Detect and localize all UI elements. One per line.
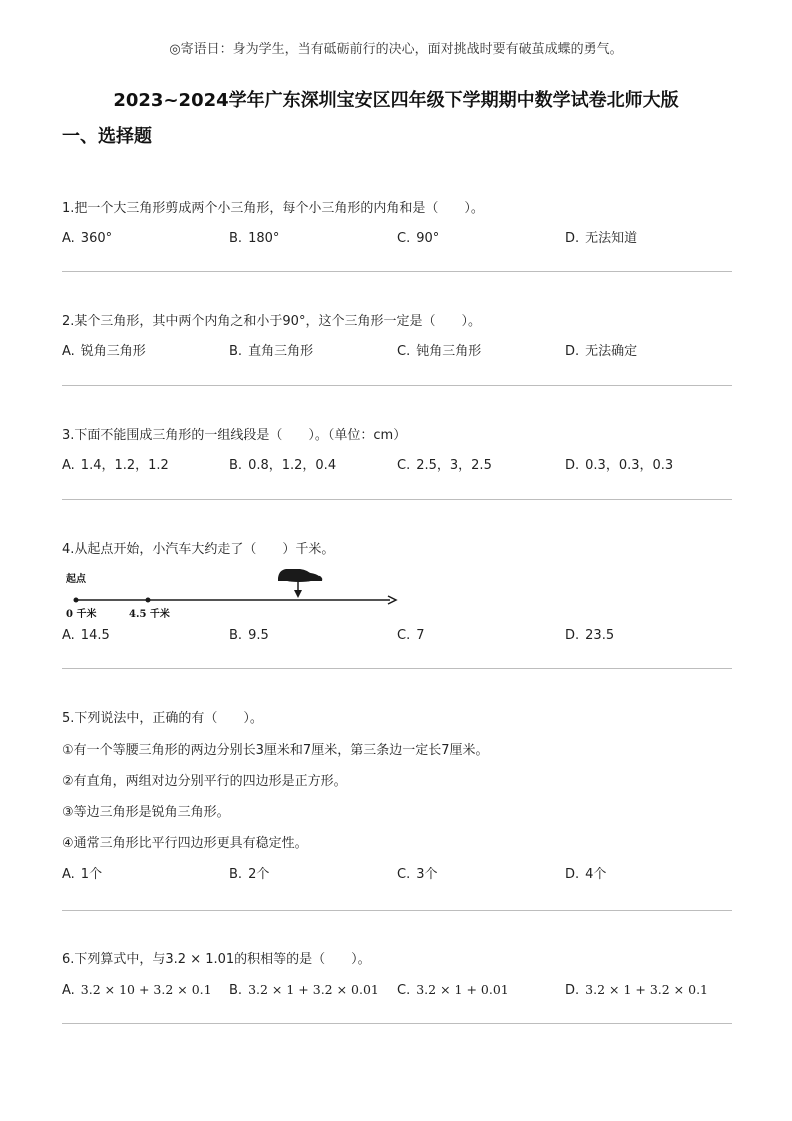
question-stem: 3.下面不能围成三角形的一组线段是（ ）。（单位：cm） xyxy=(62,428,407,443)
option-label: C. xyxy=(397,458,411,473)
statement-2: ②有直角，两组对边分别平行的四边形是正方形。 xyxy=(62,774,347,789)
start-point xyxy=(74,598,79,603)
option-label: D. xyxy=(565,458,580,473)
option-b[interactable] xyxy=(229,865,269,885)
question-stem: 5.下列说法中，正确的有（ ）。 xyxy=(62,711,263,726)
option-text: 3.2 × 1 + 0.01 xyxy=(416,982,509,997)
option-c[interactable] xyxy=(397,626,425,646)
option-d[interactable] xyxy=(565,865,606,885)
option-d[interactable] xyxy=(565,456,673,476)
question-stem: 6.下列算式中，与3.2 × 1.01的积相等的是（ ）。 xyxy=(62,952,371,967)
option-a[interactable] xyxy=(62,865,102,885)
option-label: D. xyxy=(565,867,580,882)
option-text: 3个 xyxy=(416,867,438,882)
option-row xyxy=(62,456,732,476)
option-label: A. xyxy=(62,231,75,246)
option-text: 360° xyxy=(80,231,113,246)
option-b[interactable] xyxy=(229,980,379,1001)
question-stem: 1.把一个大三角形剪成两个小三角形，每个小三角形的内角和是（ ）。 xyxy=(62,201,484,216)
option-row xyxy=(62,980,732,1000)
divider xyxy=(62,499,732,500)
option-a[interactable] xyxy=(62,456,169,476)
option-text: 1个 xyxy=(80,867,103,882)
arrow-down-icon xyxy=(294,590,302,598)
option-label: A. xyxy=(62,458,75,473)
question-stem: 2.某个三角形，其中两个内角之和小于90°，这个三角形一定是（ ）。 xyxy=(62,314,481,329)
option-b[interactable] xyxy=(229,626,269,646)
tick-label-0: 0 千米 xyxy=(66,609,97,620)
option-text: 无法确定 xyxy=(585,344,638,359)
option-b[interactable] xyxy=(229,456,336,476)
option-label: C. xyxy=(397,344,411,359)
question-3 xyxy=(62,426,732,476)
option-text: 1.4，1.2，1.2 xyxy=(80,458,169,473)
option-a[interactable] xyxy=(62,626,110,646)
option-text: 3.2 × 1 + 3.2 × 0.01 xyxy=(248,982,379,997)
option-text: 无法知道 xyxy=(585,231,638,246)
option-text: 90° xyxy=(416,231,440,246)
option-label: D. xyxy=(565,628,580,643)
option-label: D. xyxy=(565,344,580,359)
option-a[interactable] xyxy=(62,980,212,1001)
tick-label-1: 4.5 千米 xyxy=(129,609,170,620)
option-text: 直角三角形 xyxy=(248,344,314,359)
divider xyxy=(62,910,732,911)
question-stem: 4.从起点开始，小汽车大约走了（ ）千米。 xyxy=(62,542,335,557)
section-heading: 一、选择题 xyxy=(62,126,152,147)
divider xyxy=(62,1023,732,1024)
option-c[interactable] xyxy=(397,865,438,885)
number-line-figure xyxy=(62,566,422,620)
option-c[interactable] xyxy=(397,229,439,249)
tick-point xyxy=(146,598,151,603)
option-label: B. xyxy=(229,983,243,998)
option-text: 2.5，3，2.5 xyxy=(416,458,492,473)
question-2 xyxy=(62,312,732,362)
option-label: A. xyxy=(62,867,75,882)
option-text: 3.2 × 10 + 3.2 × 0.1 xyxy=(80,982,212,997)
option-label: C. xyxy=(397,628,411,643)
option-label: C. xyxy=(397,867,411,882)
option-row xyxy=(62,342,732,362)
option-text: 0.8，1.2，0.4 xyxy=(248,458,337,473)
option-text: 7 xyxy=(416,628,425,643)
option-c[interactable] xyxy=(397,980,509,1001)
option-label: A. xyxy=(62,983,75,998)
option-label: C. xyxy=(397,983,411,998)
option-label: B. xyxy=(229,867,243,882)
option-text: 锐角三角形 xyxy=(80,344,146,359)
option-b[interactable] xyxy=(229,229,279,249)
option-d[interactable] xyxy=(565,626,614,646)
option-row xyxy=(62,229,732,249)
option-label: B. xyxy=(229,628,243,643)
page-title: 2023~2024学年广东深圳宝安区四年级下学期期中数学试卷北师大版 xyxy=(113,90,679,111)
statement-1: ①有一个等腰三角形的两边分别长3厘米和7厘米，第三条边一定长7厘米。 xyxy=(62,743,489,758)
option-text: 钝角三角形 xyxy=(416,344,482,359)
start-label: 起点 xyxy=(66,574,86,585)
number-line-svg xyxy=(62,566,422,612)
motto-line: ◎寄语日：身为学生，当有砥砺前行的决心，面对挑战时要有破茧成蝶的勇气。 xyxy=(169,42,623,57)
option-a[interactable] xyxy=(62,229,112,249)
option-label: A. xyxy=(62,628,75,643)
option-row xyxy=(62,626,732,646)
option-c[interactable] xyxy=(397,342,481,362)
option-label: C. xyxy=(397,231,411,246)
question-1 xyxy=(62,199,732,249)
option-label: A. xyxy=(62,344,75,359)
car-icon xyxy=(278,569,322,582)
statement-3: ③等边三角形是锐角三角形。 xyxy=(62,805,230,820)
option-label: D. xyxy=(565,983,580,998)
option-label: B. xyxy=(229,231,243,246)
divider xyxy=(62,668,732,669)
option-text: 9.5 xyxy=(248,628,269,643)
option-text: 180° xyxy=(248,231,280,246)
question-4 xyxy=(62,540,732,646)
statement-4: ④通常三角形比平行四边形更具有稳定性。 xyxy=(62,836,308,851)
option-text: 2个 xyxy=(248,867,270,882)
option-label: B. xyxy=(229,458,243,473)
divider xyxy=(62,385,732,386)
option-d[interactable] xyxy=(565,342,637,362)
divider xyxy=(62,271,732,272)
option-text: 3.2 × 1 + 3.2 × 0.1 xyxy=(585,982,709,997)
option-b[interactable] xyxy=(229,342,313,362)
option-label: B. xyxy=(229,344,243,359)
option-text: 14.5 xyxy=(80,628,110,643)
option-text: 0.3，0.3，0.3 xyxy=(585,458,674,473)
option-text: 23.5 xyxy=(585,628,615,643)
option-text: 4个 xyxy=(585,867,607,882)
option-row xyxy=(62,865,732,885)
option-a[interactable] xyxy=(62,342,146,362)
option-label: D. xyxy=(565,231,580,246)
option-c[interactable] xyxy=(397,456,492,476)
option-d[interactable] xyxy=(565,980,708,1001)
option-d[interactable] xyxy=(565,229,637,249)
question-5 xyxy=(62,709,732,885)
question-6 xyxy=(62,950,732,1000)
